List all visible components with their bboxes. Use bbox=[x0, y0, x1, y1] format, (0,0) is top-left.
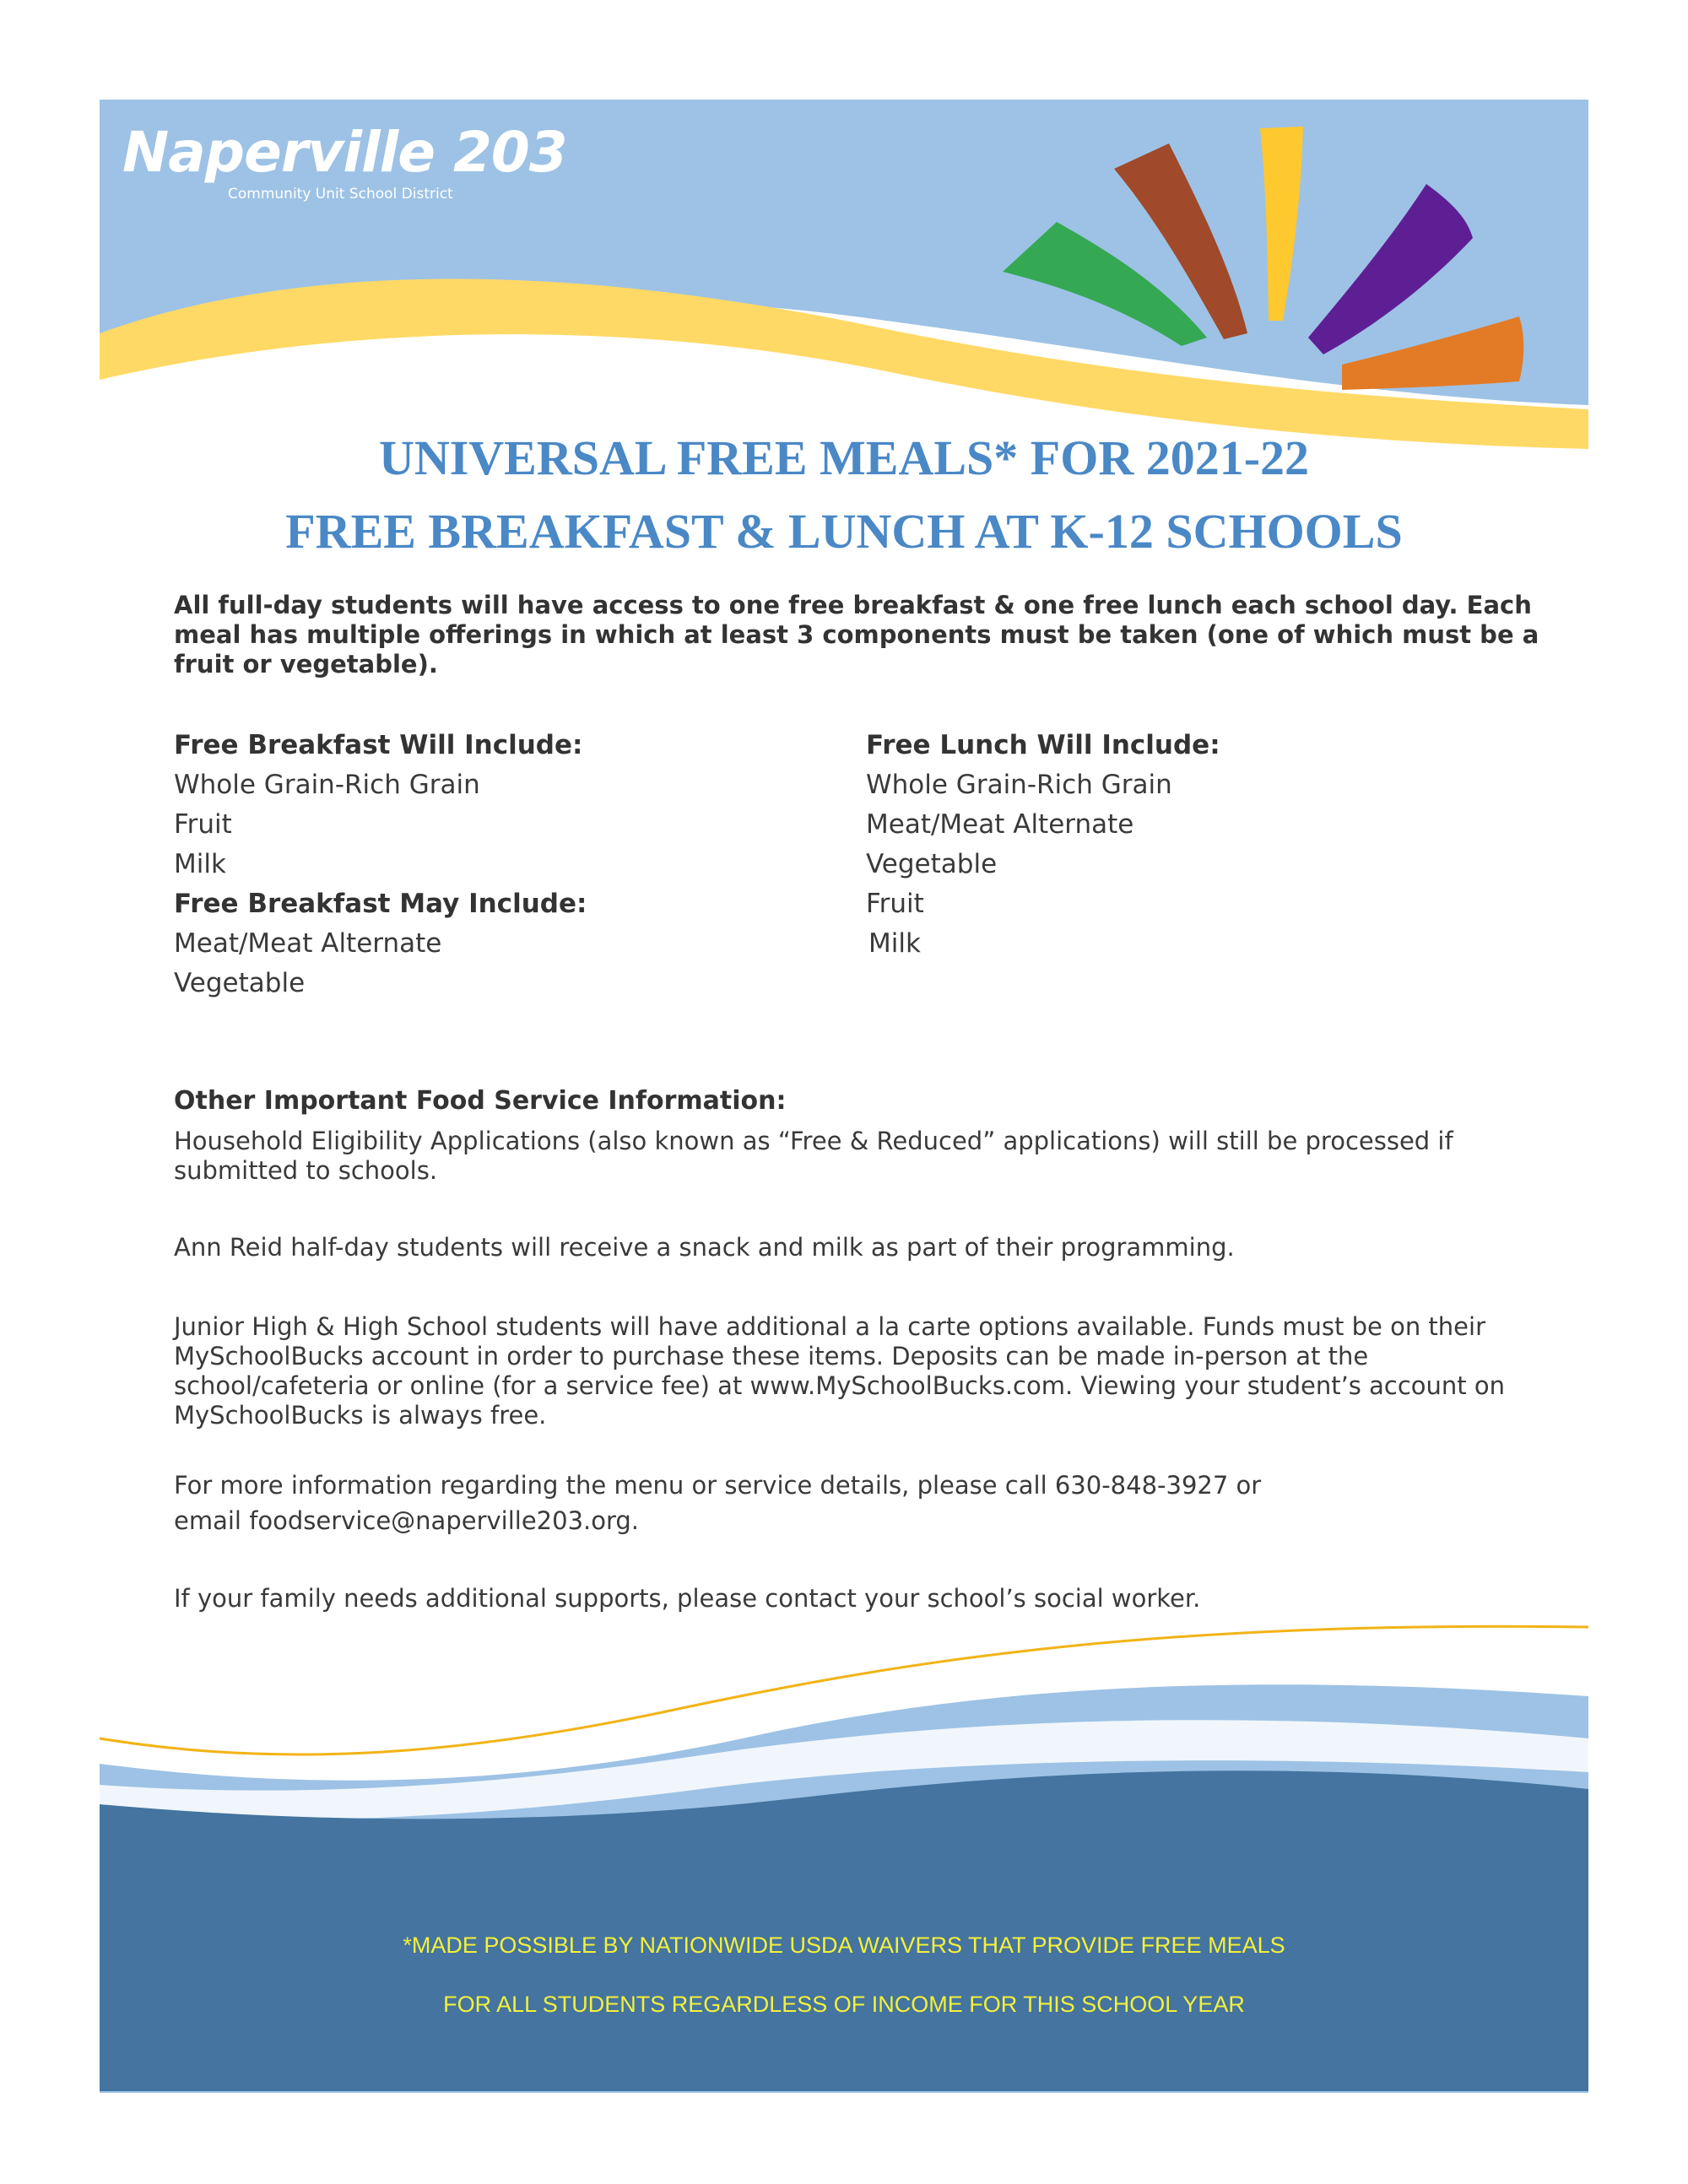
breakfast-may-heading: Free Breakfast May Include: bbox=[174, 889, 587, 919]
breakfast-item: Milk bbox=[174, 849, 226, 879]
lunch-item: Vegetable bbox=[866, 849, 998, 879]
title-line-1: UNIVERSAL FREE MEALS* FOR 2021-22 bbox=[378, 430, 1310, 485]
lunch-heading: Free Lunch Will Include: bbox=[866, 730, 1220, 760]
lunch-item: Milk bbox=[868, 928, 921, 959]
logo-subtitle: Community Unit School District bbox=[228, 186, 453, 203]
info-paragraph-contact-line-1: For more information regarding the menu or service details, please call 630-848-3927 or bbox=[174, 1471, 1262, 1500]
breakfast-may-item: Meat/Meat Alternate bbox=[174, 928, 442, 959]
district-logo bbox=[122, 120, 567, 203]
intro-paragraph: All full-day students will have access to one free breakfast & one free lunch each school day. Each meal has multiple offerings in which at least 3 components must be taken (one of which must be a fruit or vegetable). bbox=[174, 591, 1539, 678]
logo-wordmark: Naperville 203 bbox=[122, 120, 567, 185]
breakfast-item: Whole Grain-Rich Grain bbox=[174, 770, 480, 800]
info-paragraph-contact-line-2: email foodservice@naperville203.org. bbox=[174, 1506, 640, 1535]
breakfast-column bbox=[174, 726, 587, 1003]
info-paragraph-social-worker: If your family needs additional supports, please contact your school’s social worker. bbox=[174, 1584, 1201, 1613]
footnote-line-2: FOR ALL STUDENTS REGARDLESS OF INCOME FOR THIS SCHOOL YEAR bbox=[443, 1992, 1245, 2017]
lunch-item: Whole Grain-Rich Grain bbox=[866, 770, 1172, 800]
breakfast-may-item: Vegetable bbox=[174, 968, 306, 998]
footnote-line-1: *MADE POSSIBLE BY NATIONWIDE USDA WAIVERS THAT PROVIDE FREE MEALS bbox=[403, 1933, 1285, 1958]
title-line-2: FREE BREAKFAST & LUNCH AT K-12 SCHOOLS bbox=[285, 504, 1403, 559]
info-paragraph-applications: Household Eligibility Applications (also known as “Free & Reduced” applications) will still be processed if submitted to schools. bbox=[174, 1127, 1453, 1185]
lunch-column bbox=[866, 726, 1220, 964]
info-paragraph-ann-reid: Ann Reid half-day students will receive a snack and milk as part of their programming. bbox=[174, 1233, 1235, 1262]
breakfast-heading: Free Breakfast Will Include: bbox=[174, 730, 583, 760]
lunch-item: Fruit bbox=[866, 889, 924, 919]
info-paragraph-a-la-carte: Junior High & High School students will have additional a la carte options available. Funds must be on their MySchoolBucks account in order to purchase these items. Deposits can be made in-person at the school/cafeteria or online (for a service fee) at www.MySchoolBucks.com. Viewing your student’s account on MySchoolBucks is always free. bbox=[174, 1312, 1506, 1430]
footer-dark-wave bbox=[100, 1770, 1588, 2091]
lunch-item: Meat/Meat Alternate bbox=[866, 809, 1134, 840]
info-heading: Other Important Food Service Information: bbox=[174, 1086, 787, 1116]
breakfast-item: Fruit bbox=[174, 809, 232, 840]
